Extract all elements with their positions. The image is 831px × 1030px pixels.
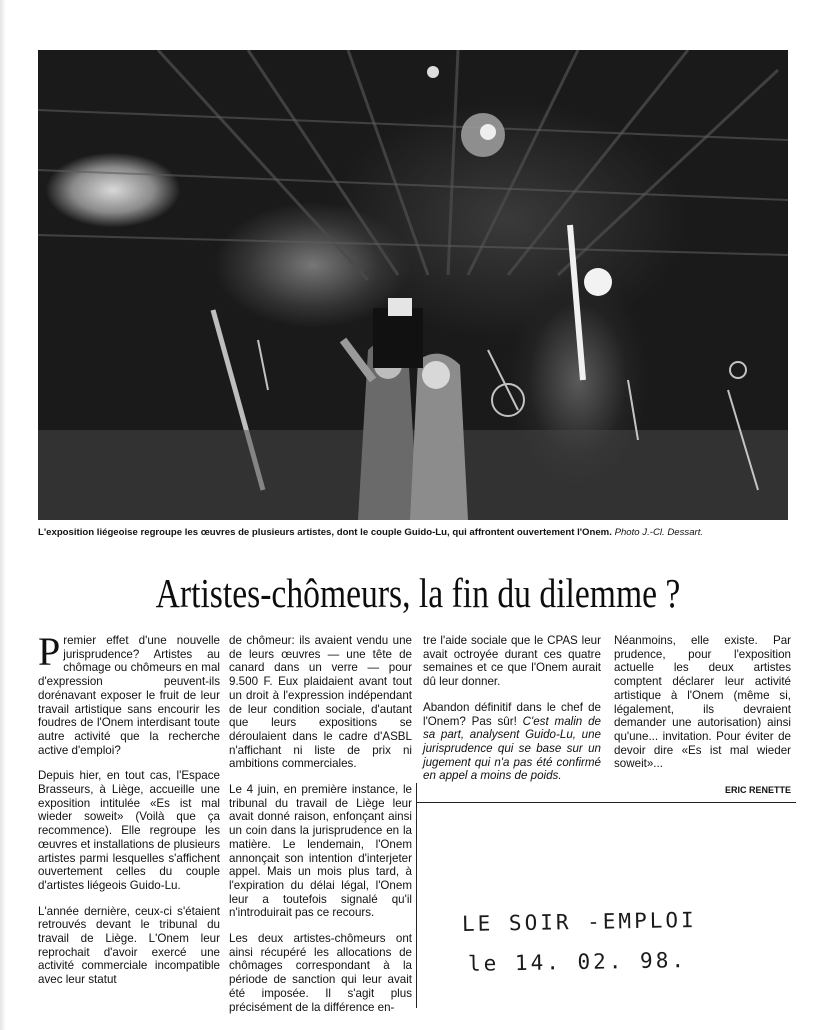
article-end-rule bbox=[416, 802, 796, 803]
column-divider bbox=[416, 783, 417, 1008]
paragraph-text: remier effet d'une nouvelle jurisprudence? Artistes au chômage ou chômeurs en mal d'expression peuvent-ils dorénavant exposer le fruit de leur travail artistique sans encourir les foudres de l'Onem interdisant toute autre activité que la recherche active d'emploi? bbox=[38, 634, 220, 757]
handwritten-source-note: LE SOIR -EMPLOI bbox=[461, 907, 697, 937]
paragraph-text: Abandon définitif dans le chef de l'Onem? Pas sûr! bbox=[423, 700, 601, 728]
photo-credit: Photo J.-Cl. Dessart. bbox=[614, 527, 704, 538]
scan-edge bbox=[0, 0, 6, 1030]
paragraph: Depuis hier, en tout cas, l'Espace Brasseurs, à Liège, accueille une exposition intitulée «Es ist mal wieder soweit» (Voilà que ça recommence). Elle regroupe les œuvres et installations de plusieurs artistes parmi lesquelles s'affichent ouvertement celles du couple d'artistes liégeois Guido-Lu. bbox=[38, 769, 220, 892]
quote-italic: C'est malin de sa part, analysent Guido-Lu, une jurisprudence qui se base sur un jugement qui n'a pas été confirmé en appel a moins de poids. bbox=[423, 714, 601, 783]
photo-scene-drawing bbox=[38, 50, 788, 520]
handwritten-date-note: le 14. 02. 98. bbox=[467, 948, 688, 976]
paragraph bbox=[38, 629, 220, 757]
paragraph: tre l'aide sociale que le CPAS leur avait octroyée durant ces quatre semaines et ce que l'Onem aurait dû leur donner. bbox=[423, 634, 601, 689]
paragraph: L'année dernière, ceux-ci s'étaient retrouvés devant le tribunal du travail de Liège. L'Onem leur reprochait d'avoir exercé une activité commerciale incompatible avec leur statut bbox=[38, 904, 220, 987]
article-column-1 bbox=[38, 629, 220, 987]
article-photo bbox=[38, 50, 788, 520]
caption-text: L'exposition liégeoise regroupe les œuvres de plusieurs artistes, dont le couple Guido-Lu, qui affrontent ouvertement l'Onem. bbox=[38, 527, 612, 538]
photo-caption bbox=[38, 527, 798, 538]
paragraph: de chômeur: ils avaient vendu une de leurs œuvres — une tête de canard dans un verre — pour 9.500 F. Eux plaidaient avant tout un droit à l'expression indépendant de leur condition sociale, d'autant que leurs expositions se déroulaient dans le cadre d'ASBL n'affichant ni liste de prix ni ambitions commerciales. bbox=[229, 634, 412, 771]
article-column-2 bbox=[229, 634, 412, 1014]
author-signature: ERIC RENETTE bbox=[724, 785, 791, 795]
headline: Artistes-chômeurs, la fin du dilemme ? bbox=[155, 570, 681, 616]
article-column-3 bbox=[423, 634, 601, 783]
paragraph bbox=[423, 701, 601, 783]
paragraph: Néanmoins, elle existe. Par prudence, pour l'exposition actuelle les deux artistes comptent déclarer leur activité artistique à l'Onem (même si, légalement, ils devraient demander une autorisation) ainsi qu'une... invitation. Pour éviter de devoir dire «Es ist mal wieder soweit»... bbox=[614, 634, 791, 771]
paragraph: Les deux artistes-chômeurs ont ainsi récupéré les allocations de chômages correspondant à la période de sanction qui leur avait été imposée. Il s'agit plus précisément de la différence en- bbox=[229, 932, 412, 1014]
article-column-4 bbox=[614, 634, 791, 771]
paragraph: Le 4 juin, en première instance, le tribunal du travail de Liège leur avait donné raison, enfonçant ainsi un coin dans la jurisprudence en la matière. Le lendemain, l'Onem annonçait son intention d'interjeter appel. Mais un mois plus tard, à l'expiration du délai légal, l'Onem leur a toutefois signalé qu'il n'introduirait pas ce recours. bbox=[229, 783, 412, 920]
drop-cap: P bbox=[38, 629, 61, 674]
